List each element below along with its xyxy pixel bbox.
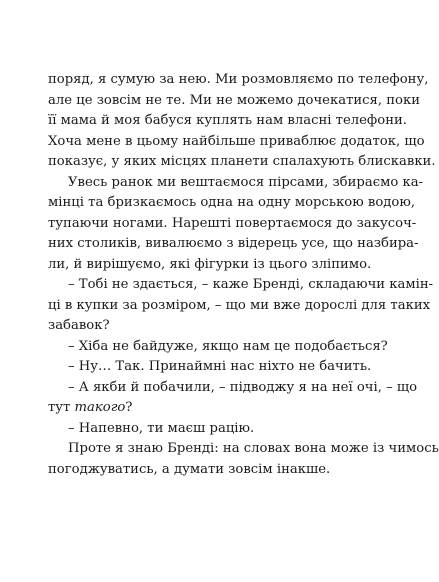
text-line: але це зовсім не те. Ми не можемо дочекатися, поки [48,92,421,108]
text-line: – Хіба не байдуже, якщо нам це подобається? [68,338,388,354]
text-line: ці в купки за розміром, – що ми вже дорослі для таких [48,297,431,313]
emphasis: такого [74,400,126,415]
text-line: Проте я знаю Бренді: на словах вона може із чимось [68,441,439,456]
text-line: забавок? [48,318,110,333]
text-line: – А якби й побачили, – підводжу я на неї очі, – що [68,379,418,395]
text-line: – Напевно, ти маєш рацію. [68,420,255,436]
text-line: – Ну… Так. Принаймні нас ніхто не бачить. [68,359,372,374]
text-line: показує, у яких місцях планети спалахують блискавки. [48,154,436,169]
paragraph-4 [48,337,388,358]
text-line: них столиків, вивалюємо з відерець усе, що назбира- [48,236,419,251]
paragraph-2 [48,173,424,276]
text-line: тупаючи ногами. Нарешті повертаємося до закусоч- [48,215,417,231]
paragraph-6 [48,378,418,419]
document-body [48,70,439,480]
text-line: Увесь ранок ми вештаємося пірсами, збираємо ка- [68,174,424,190]
text-line: її мама й моя бабуся куплять нам власні телефони. [48,113,407,128]
text-line: ли, й вирішуємо, які фігурки із цього зліпимо. [48,256,372,272]
paragraph-3 [48,275,434,337]
paragraph-1 [48,70,436,173]
text-line: Хоча мене в цьому найбільше приваблює додаток, що [48,133,425,149]
text-line-italic-word: тут такого? [48,400,133,415]
text-line: – Тобі не здається, – каже Бренді, складаючи камін- [68,277,434,292]
text-line: погоджуватись, а думати зовсім інакше. [48,461,331,477]
text-line: мінці та бризкаємось одна на одну морською водою, [48,195,416,210]
paragraph-7 [48,419,371,440]
text-line: поряд, я сумую за нею. Ми розмовляємо по телефону, [48,72,429,87]
paragraph-5 [48,357,371,378]
paragraph-8 [48,439,439,480]
